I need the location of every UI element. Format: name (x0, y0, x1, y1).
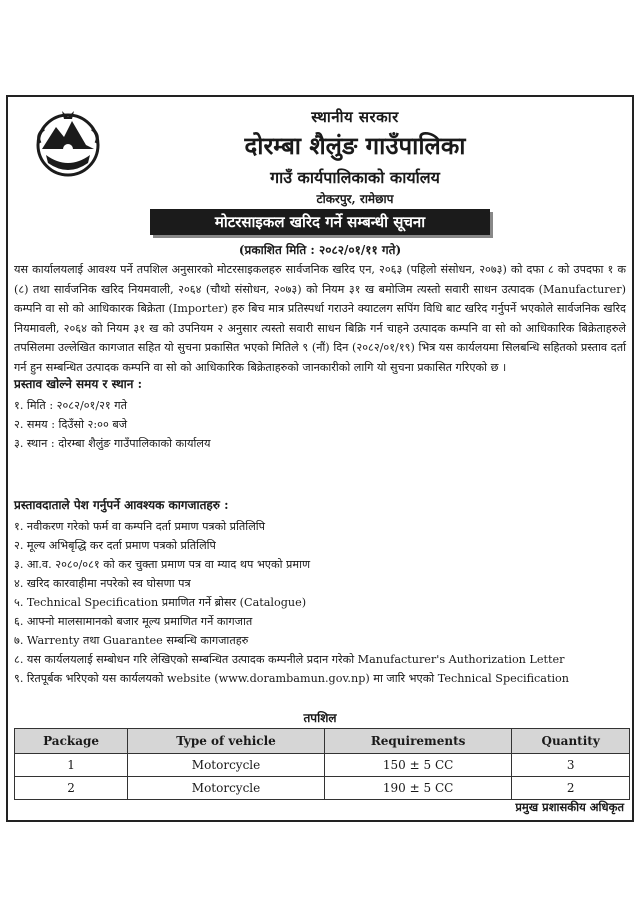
list-item: ८. यस कार्यलयलाई सम्बोधन गरि लेखिएको सम्बन्धित उत्पादक कम्पनीले प्रदान गरेको Manufacturer's Authorization Letter (14, 653, 565, 666)
header-requirements: Requirements (324, 729, 511, 754)
header-address: टोकरपुर, रामेछाप (316, 192, 394, 206)
notice-title: मोटरसाइकल खरिद गर्ने सम्बन्धी सूचना (150, 209, 490, 235)
opening-list (14, 396, 626, 453)
list-item: १. मिति : २०८२/०१/२१ गते (14, 399, 127, 412)
notice-body: यस कार्यालयलाई आवश्य पर्ने तपशिल अनुसारको मोटरसाइकलहरु सार्वजनिक खरिद एन, २०६३ (पहिलो संसोधन, २०७३) को दफा ८ को उपदफा १ क (८) तथा सार्वजनिक खरिद नियमवाली, २०६४ (चौथो संसोधन, २०७३) को नियम ३१ ख बमोजिम त्यस्तो सवारी साधन उत्पादक (Manufacturer) कम्पनि वा सो को आधिकारक बिक्रेता (Importer) हरु बिच मात्र प्रतिस्पर्धा गराउने क्याटलग सपिंग विधि बाट खरिद गर्नुपर्ने भएकोले सार्वजनिक खरिद नियमावली, २०६४ को नियम ३१ ख को उपनियम २ अनुसार त्यस्तो सवारी साधन बिक्रि गर्न चाहने उत्पादक कम्पनि वा सो को आधिकारिक बिक्रेताहरुले तपसिलमा उल्लेखित कागजात सहित यो सुचना प्रकासित भएको मितिले ९ (नौं) दिन (२०८२/०१/१९) भित्र यस कार्यलयमा सिलबन्धि सहितको प्रस्ताव दर्ता गर्न हुन सम्बन्धित उत्पादक कम्पनि वा सो को आधिकारिक बिक्रेताहरुको जानकारीको लागि यो सुचना प्रकासित गरिएको छ । (14, 263, 626, 374)
header-office-name: गाउँ कार्यपालिकाको कार्यालय (270, 168, 440, 187)
notice-document (6, 95, 634, 822)
cell-type: Motorcycle (128, 754, 325, 777)
documents-list (14, 517, 626, 688)
published-date: (प्रकाशित मिति : २०८२/०१/११ गते) (238, 243, 402, 257)
cell-type: Motorcycle (128, 777, 325, 800)
cell-quantity: 2 (512, 777, 630, 800)
table-header-row (15, 729, 630, 754)
list-item: ३. स्थान : दोरम्बा शैलुंङ गाउँपालिकाको कार्यालय (14, 437, 211, 450)
list-item: ७. Warrenty तथा Guarantee सम्बन्धि कागजातहरु (14, 634, 249, 647)
table-row (15, 777, 630, 800)
header-package: Package (15, 729, 128, 754)
header-municipality-name: दोरम्बा शैलुंङ गाउँपालिका (244, 131, 466, 160)
vehicle-requirements-table (14, 728, 630, 800)
cell-requirements: 190 ± 5 CC (324, 777, 511, 800)
list-item: २. मूल्य अभिबृद्धि कर दर्ता प्रमाण पत्रको प्रतिलिपि (14, 539, 216, 552)
header-type-of-vehicle: Type of vehicle (128, 729, 325, 754)
list-item: ६. आफ्नो मालसामानको बजार मूल्य प्रमाणित गर्ने कागजात (14, 615, 253, 628)
header-quantity: Quantity (512, 729, 630, 754)
table-caption: तपशिल (303, 711, 337, 725)
nepal-emblem-icon (28, 105, 108, 181)
list-item: ३. आ.व. २०८०/०८१ को कर चुक्ता प्रमाण पत्र वा म्याद थप भएको प्रमाण (14, 558, 311, 571)
cell-package: 1 (15, 754, 128, 777)
list-item: ४. खरिद कारवाहीमा नपरेको स्व घोसणा पत्र (14, 577, 191, 590)
table-row (15, 754, 630, 777)
opening-heading: प्रस्ताव खोल्ने समय र स्थान : (14, 377, 143, 391)
cell-package: 2 (15, 777, 128, 800)
list-item: १. नवीकरण गरेको फर्म वा कम्पनि दर्ता प्रमाण पत्रको प्रतिलिपि (14, 520, 266, 533)
list-item: ९. रितपूर्बक भरिएको यस कार्यलयको website (www.dorambamun.gov.np) मा जारि भएको Technical Specification (14, 672, 569, 685)
signature-title: प्रमुख प्रशासकीय अधिकृत (515, 800, 624, 814)
header-line-local-government: स्थानीय सरकार (311, 108, 399, 126)
list-item: ५. Technical Specification प्रमाणित गर्ने ब्रोसर (Catalogue) (14, 596, 307, 609)
cell-requirements: 150 ± 5 CC (324, 754, 511, 777)
cell-quantity: 3 (512, 754, 630, 777)
documents-heading: प्रस्तावदाताले पेश गर्नुपर्ने आवश्यक कागजातहरु : (14, 498, 229, 512)
list-item: २. समय : दिउँसो २:०० बजे (14, 418, 128, 431)
letterhead (108, 107, 602, 207)
